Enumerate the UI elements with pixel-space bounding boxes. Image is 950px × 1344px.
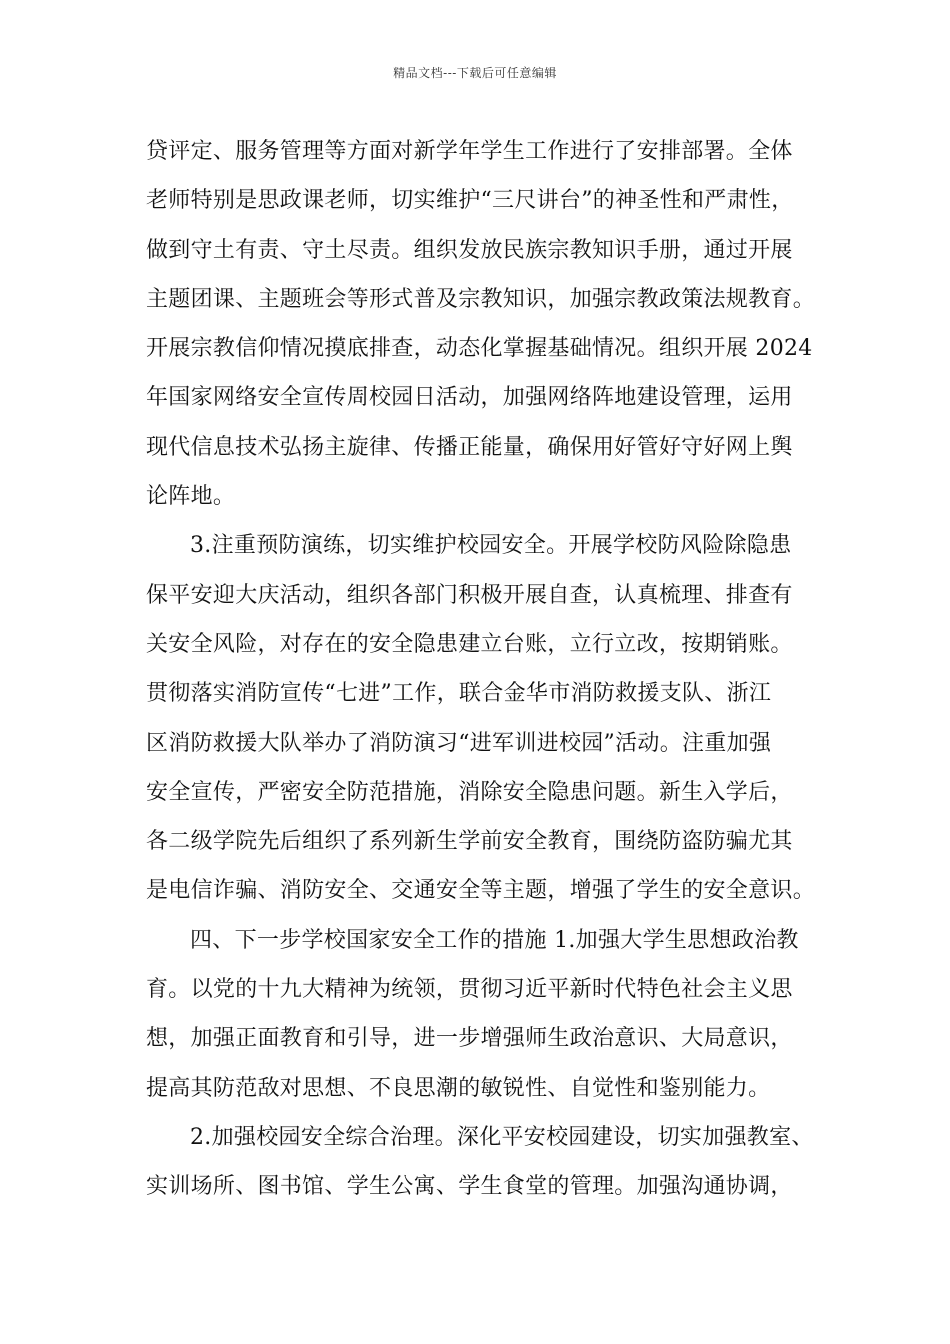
text-line: 实训场所、图书馆、学生公寓、学生食堂的管理。加强沟通协调， <box>146 1174 793 1200</box>
document-body <box>146 127 826 1212</box>
paragraph-first-line: 3.注重预防演练，切实维护校园安全。开展学校防风险除隐患 <box>190 533 792 559</box>
text-line: 年国家网络安全宣传周校园日活动，加强网络阵地建设管理，运用 <box>146 385 793 411</box>
text-line: 育。以党的十九大精神为统领，贯彻习近平新时代特色社会主义思 <box>146 977 793 1003</box>
text-line: 是电信诈骗、消防安全、交通安全等主题，增强了学生的安全意识。 <box>146 878 816 904</box>
text-line: 老师特别是思政课老师，切实维护“三尺讲台”的神圣性和严肃性， <box>146 188 794 214</box>
text-line: 现代信息技术弘扬主旋律、传播正能量，确保用好管好守好网上舆 <box>146 434 793 460</box>
text-line: 贯彻落实消防宣传“七进”工作，联合金华市消防救援支队、浙江 <box>146 681 772 707</box>
text-line: 论阵地。 <box>146 484 236 510</box>
text-line: 主题团课、主题班会等形式普及宗教知识，加强宗教政策法规教育。 <box>146 286 816 312</box>
page-header: 精品文档---下载后可任意编辑 <box>393 66 557 80</box>
text-line: 各二级学院先后组织了系列新生学前安全教育，围绕防盗防骗尤其 <box>146 829 793 855</box>
text-line: 贷评定、服务管理等方面对新学年学生工作进行了安排部署。全体 <box>146 139 793 164</box>
text-line: 做到守土有责、守土尽责。组织发放民族宗教知识手册，通过开展 <box>146 237 793 263</box>
text-line: 开展宗教信仰情况摸底排查，动态化掌握基础情况。组织开展 2024 <box>146 336 813 362</box>
paragraph-first-line: 2.加强校园安全综合治理。深化平安校园建设，切实加强教室、 <box>190 1124 814 1150</box>
text-line: 想，加强正面教育和引导，进一步增强师生政治意识、大局意识， <box>146 1026 793 1052</box>
text-line: 安全宣传，严密安全防范措施，消除安全隐患问题。新生入学后， <box>146 779 793 805</box>
text-line: 区消防救援大队举办了消防演习“进军训进校园”活动。注重加强 <box>146 730 772 756</box>
text-line: 保平安迎大庆活动，组织各部门积极开展自查，认真梳理、排查有 <box>146 582 793 608</box>
text-line: 关安全风险，对存在的安全隐患建立台账，立行立改，按期销账。 <box>146 631 793 657</box>
paragraph-first-line: 四、下一步学校国家安全工作的措施 1.加强大学生思想政治教 <box>190 927 799 953</box>
text-line: 提高其防范敌对思想、不良思潮的敏锐性、自觉性和鉴别能力。 <box>146 1075 771 1101</box>
